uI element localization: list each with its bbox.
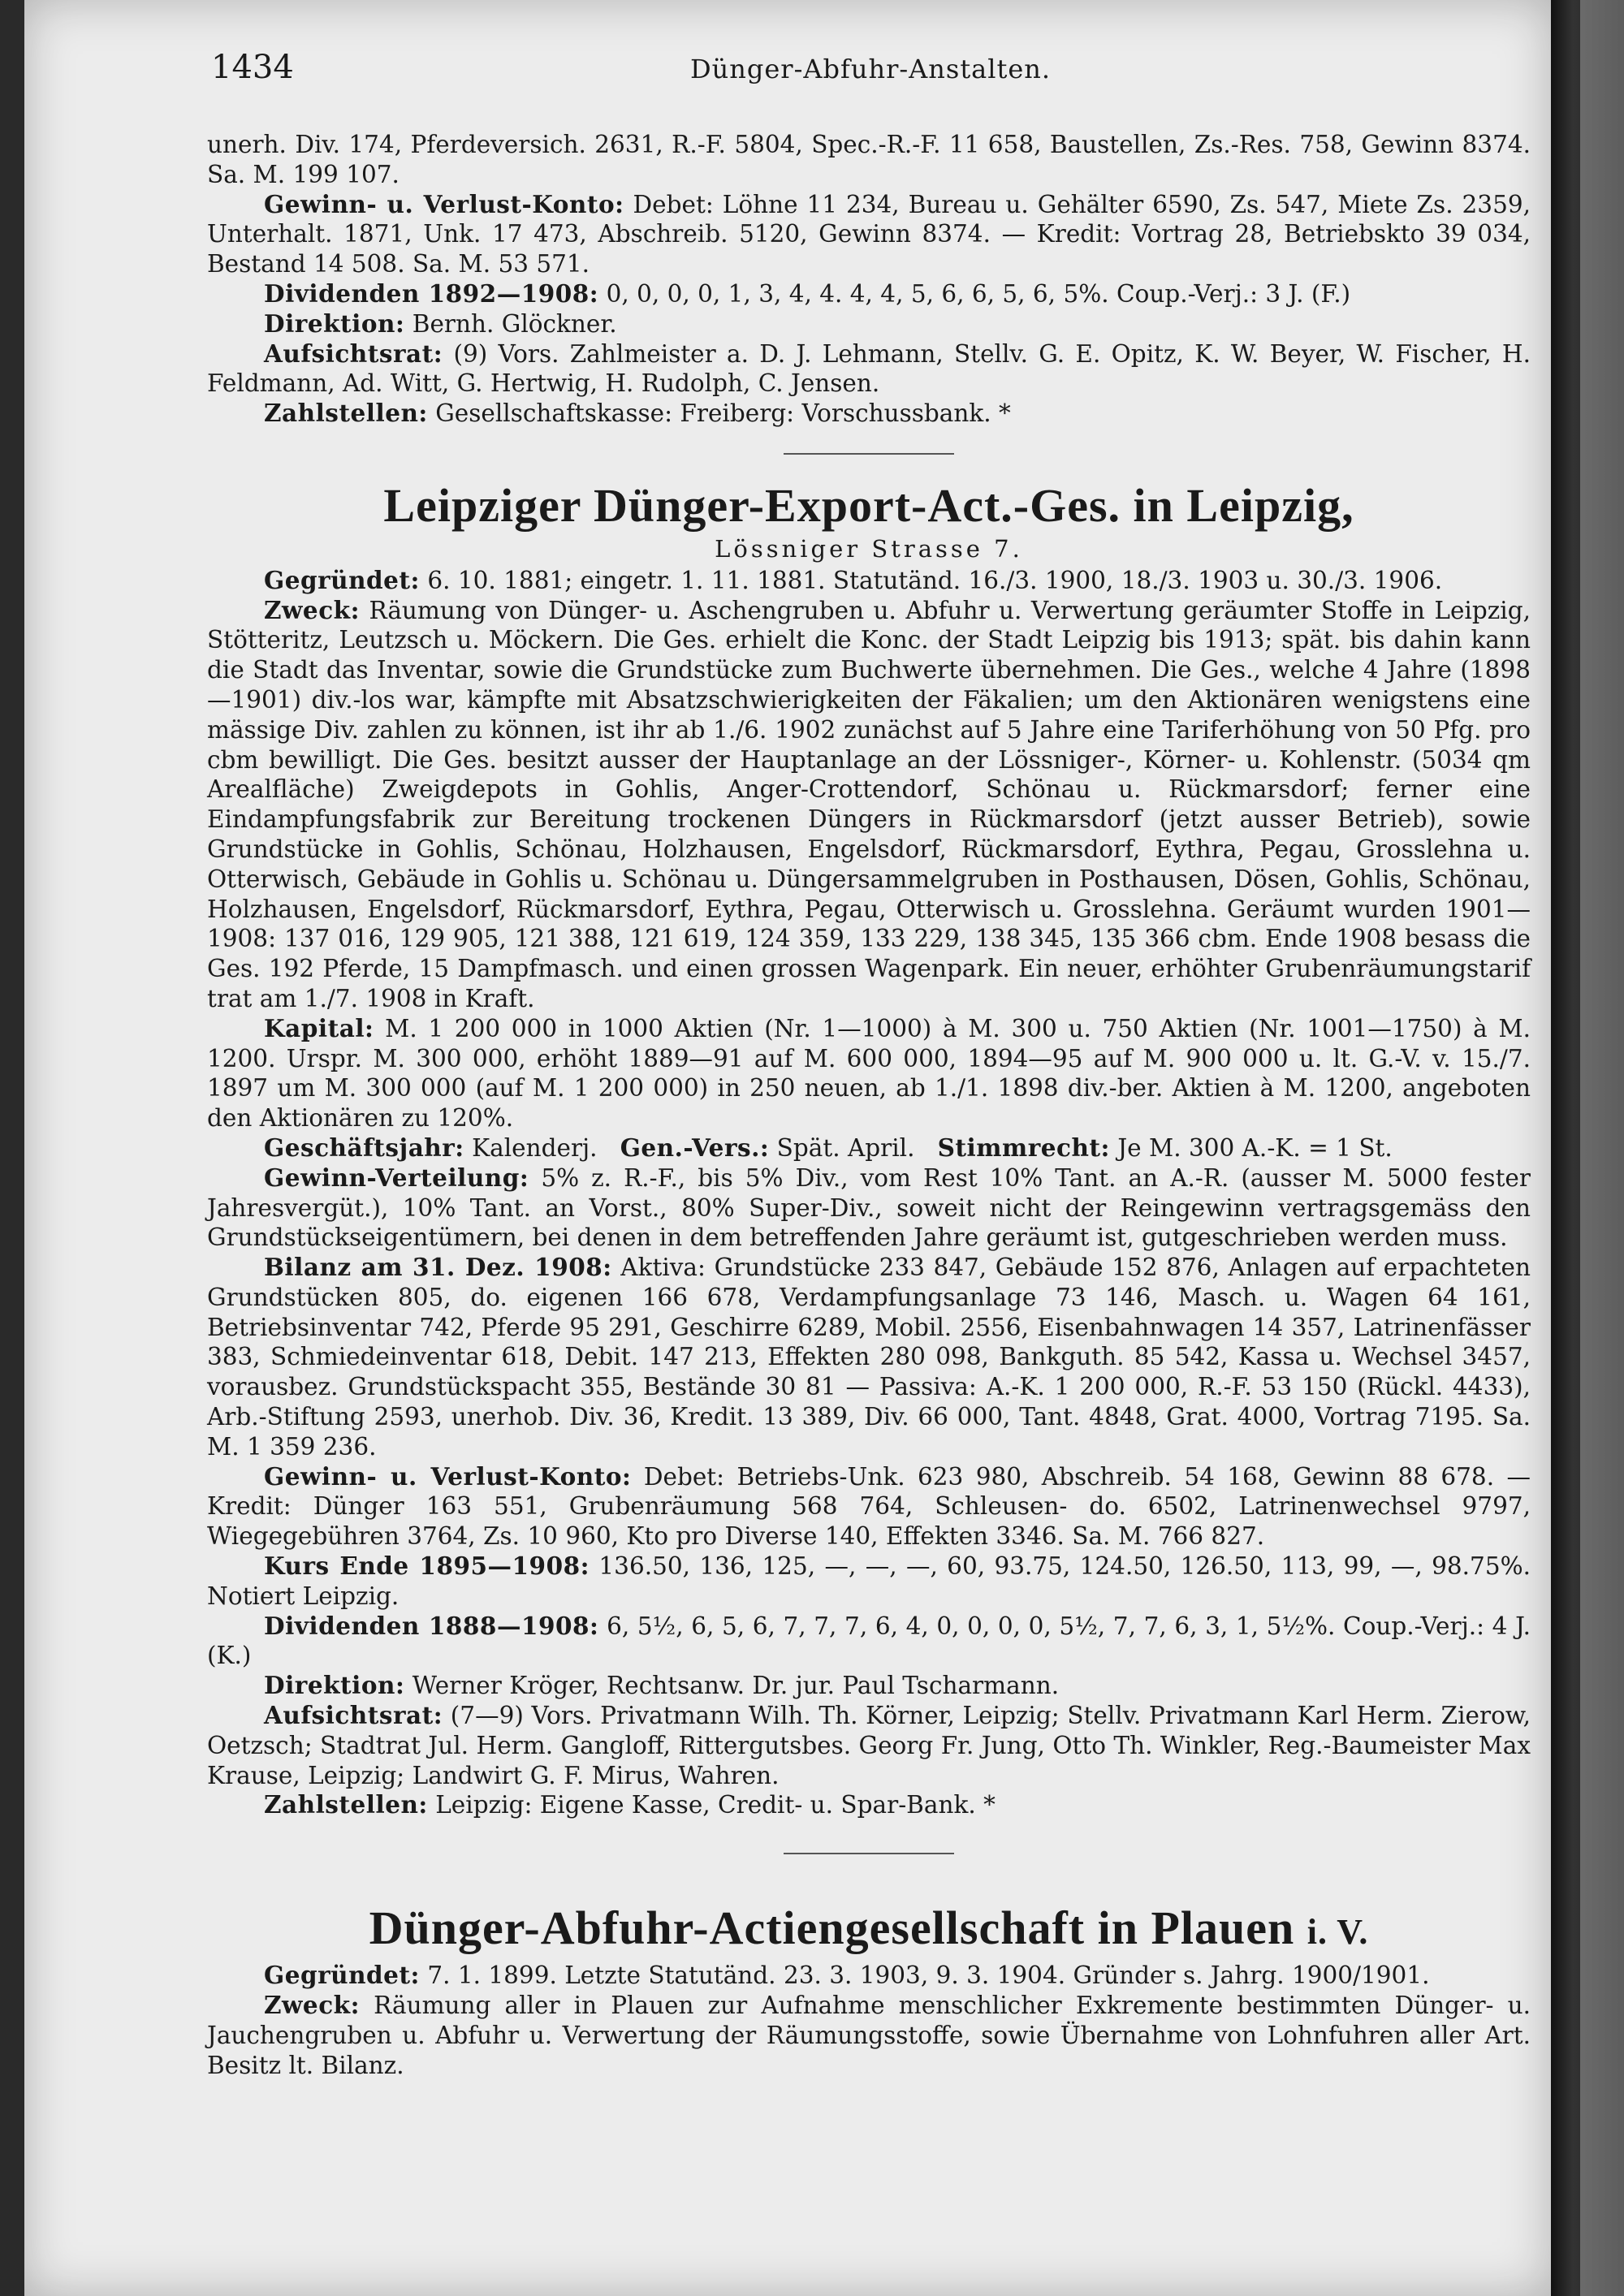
stimmrecht-text: Je M. 300 A.-K. = 1 St.: [1117, 1133, 1393, 1162]
gewinn-verteilung-label: Gewinn-Verteilung:: [264, 1163, 529, 1192]
direktion-label-2: Direktion:: [264, 1671, 405, 1700]
gen-vers-text: Spät. April.: [776, 1133, 915, 1162]
adjacent-page-strip: [1580, 0, 1624, 2296]
company-title-plauen: [207, 1900, 1531, 1961]
gv-konto-text: Debet: Löhne 11 234, Bureau u. Gehälter 6590, Zs. 547, Miete Zs. 2359, Unterhalt. 1871, Unk. 17 473, Abschreib. 5120, Gewinn 8374. — Kredit: Vortrag 28, Betriebskto 39 034, Bestand 14 508. Sa. M. 53 571.: [207, 190, 1531, 278]
dividends-text-2: 6, 5½, 6, 5, 6, 7, 7, 7, 6, 4, 0, 0, 0, 0, 5½, 7, 7, 6, 3, 1, 5½%. Coup.-Verj.: 4 J. (K.): [207, 1612, 1531, 1670]
company-title-leipzig: Leipziger Dünger-Export-Act.-Ges. in Leipzig,: [383, 478, 1354, 532]
aufsichtsrat-paragraph: [207, 339, 1531, 399]
zweck-text: Räumung von Dünger- u. Aschengruben u. Abfuhr u. Verwertung geräumter Stoffe in Leipzig, Stötteritz, Leutzsch u. Möckern. Die Ges. erhielt die Konc. der Stadt Leipzig bis 1913; spät. bis dahin kann die Stadt das Inventar, sowie die Grundstücke zum Buchwerte übernehmen. Die Ges., welche 4 Jahre (1898—1901) div.-los war, kämpfte mit Absatzschwierigkeiten der Fäkalien; um den Aktionären wenigstens eine mässige Div. zahlen zu können, ist ihr ab 1./6. 1902 zunächst auf 5 Jahre eine Tariferhöhung von 50 Pfg. pro cbm bewilligt. Die Ges. besitzt ausser der Hauptanlage an der Lössniger-, Körner- u. Kohlenstr. (5034 qm Arealfläche) Zweigdepots in Gohlis, Anger-Crottendorf, Schönau u. Rückmarsdorf; ferner eine Eindampfungsfabrik zur Bereitung trockenen Düngers in Rückmarsdorf (jetzt ausser Betrieb), sowie Grundstücke in Gohlis, Schönau, Holzhausen, Engelsdorf, Rückmarsdorf, Eythra, Pegau, Grosslehna u. Otterwisch, Gebäude in Gohlis u. Schönau u. Düngersammelgruben in Posthausen, Dösen, Gohlis, Schönau, Holzhausen, Engelsdorf, Rückmarsdorf, Eythra, Pegau, Otterwisch u. Grosslehna. Geräumt wurden 1901—1908: 137 016, 129 905, 121 388, 121 619, 124 359, 133 229, 138 345, 135 366 cbm. Ende 1908 besass die Ges. 192 Pferde, 15 Dampfmasch. und einen grossen Wagenpark. Ein neuer, erhöhter Grubenräumungstarif trat am 1./7. 1908 in Kraft.: [207, 596, 1531, 1012]
kurs-label: Kurs Ende 1895—1908:: [264, 1552, 590, 1581]
page-number: 1434: [211, 49, 294, 86]
gegruendet-text: 6. 10. 1881; eingetr. 1. 11. 1881. Statutänd. 16./3. 1900, 18./3. 1903 u. 30./3. 1906.: [427, 566, 1443, 594]
zweck-label-3: Zweck:: [264, 1991, 360, 2020]
kurs-paragraph: [207, 1552, 1531, 1612]
direktion-text-2: Werner Kröger, Rechtsanw. Dr. jur. Paul Tscharmann.: [412, 1672, 1060, 1700]
zweck-text-3: Räumung aller in Plauen zur Aufnahme menschlicher Exkremente bestimmten Dünger- u. Jauchengruben u. Abfuhr u. Verwertung der Räumungsstoffe, sowie Übernahme von Lohnfuhren aller Art. Besitz lt. Bilanz.: [207, 1992, 1531, 2079]
direktion-label: Direktion:: [264, 309, 405, 338]
running-head: Dünger-Abfuhr-Anstalten.: [690, 54, 1052, 84]
company-title-plauen-main: Dünger-Abfuhr-Actiengesellschaft in Plauen: [369, 1901, 1295, 1955]
zahlstellen-paragraph-2: [207, 1790, 1531, 1820]
dividends-label: Dividenden 1892—1908:: [264, 278, 599, 308]
gegruendet-text-3: 7. 1. 1899. Letzte Statutänd. 23. 3. 1903, 9. 3. 1904. Gründer s. Jahrg. 1900/1901.: [427, 1962, 1430, 1990]
company-address: Lössniger Strasse 7.: [715, 534, 1023, 563]
dividends-text: 0, 0, 0, 0, 1, 3, 4, 4. 4, 4, 5, 6, 6, 5, 6, 5%. Coup.-Verj.: 3 J. (F.): [606, 279, 1351, 308]
gv-konto-label: Gewinn- u. Verlust-Konto:: [264, 189, 624, 218]
direktion-text: Bernh. Glöckner.: [412, 309, 617, 338]
geschaeftsjahr-paragraph: [207, 1133, 1531, 1163]
page-content: [207, 130, 1531, 2080]
bilanz-text: Aktiva: Grundstücke 233 847, Gebäude 152 876, Anlagen auf erpachteten Grundstücken 805, do. eigenen 166 678, Verdampfungsanlage 73 146, Masch. u. Wagen 64 161, Betriebsinventar 742, Pferde 95 291, Geschirre 6289, Mobil. 2556, Eisenbahnwagen 14 357, Latrinenfässer 383, Schmiedeinventar 618, Debit. 147 213, Effekten 280 098, Bankguth. 85 542, Kassa u. Wechsel 3457, vorausbez. Grundstückspacht 355, Bestände 30 81 — Passiva: A.-K. 1 200 000, R.-F. 53 150 (Rückl. 4433), Arb.-Stiftung 2593, unerhob. Div. 36, Kredit. 13 389, Div. 66 000, Tant. 4848, Grat. 4000, Vortrag 7195. Sa. M. 1 359 236.: [207, 1254, 1531, 1461]
gv-konto-paragraph-2: [207, 1462, 1531, 1552]
geschaeftsjahr-text: Kalenderj.: [472, 1133, 598, 1162]
gegruendet-paragraph: [207, 566, 1531, 596]
direktion-paragraph: [207, 309, 1531, 339]
continuation-text: unerh. Div. 174, Pferdeversich. 2631, R.-F. 5804, Spec.-R.-F. 11 658, Baustellen, Zs.-Res. 758, Gewinn 8374. Sa. M. 199 107.: [207, 131, 1531, 188]
geschaeftsjahr-label: Geschäftsjahr:: [264, 1133, 464, 1162]
zahlstellen-label-2: Zahlstellen:: [264, 1790, 428, 1819]
gv-konto-text-2: Debet: Betriebs-Unk. 623 980, Abschreib. 54 168, Gewinn 88 678. — Kredit: Dünger 163 551, Grubenräumung 568 764, Schleusen- do. 6502, Latrinenwechsel 9797, Wiegegebühren 3764, Zs. 10 960, Kto pro Diverse 140, Effekten 3346. Sa. M. 766 827.: [207, 1462, 1531, 1551]
gegruendet-paragraph-3: [207, 1961, 1531, 1991]
bilanz-paragraph: [207, 1253, 1531, 1462]
aufsichtsrat-label-2: Aufsichtsrat:: [264, 1701, 443, 1730]
zahlstellen-paragraph: [207, 399, 1531, 429]
gv-konto-label-2: Gewinn- u. Verlust-Konto:: [264, 1461, 632, 1491]
kapital-paragraph: [207, 1014, 1531, 1133]
page-header: [187, 49, 1535, 97]
aufsichtsrat-paragraph-2: [207, 1701, 1531, 1790]
zahlstellen-text-2: Leipzig: Eigene Kasse, Credit- u. Spar-Bank. *: [435, 1791, 996, 1819]
aufsichtsrat-text-2: (7—9) Vors. Privatmann Wilh. Th. Körner, Leipzig; Stellv. Privatmann Karl Herm. Zierow, Oetzsch; Stadtrat Jul. Herm. Gangloff, Rittergutsbes. Georg Fr. Jung, Otto Th. Winkler, Reg.-Baumeister Max Krause, Leipzig; Landwirt G. F. Mirus, Wahren.: [207, 1702, 1531, 1789]
dividends-label-2: Dividenden 1888—1908:: [264, 1611, 599, 1640]
section-divider: [784, 453, 954, 455]
zweck-label: Zweck:: [264, 595, 360, 624]
gen-vers-label: Gen.-Vers.:: [620, 1133, 770, 1162]
kurs-text: 136.50, 136, 125, —, —, —, 60, 93.75, 124.50, 126.50, 113, 99, —, 98.75%. Notiert Leipzig.: [207, 1552, 1531, 1610]
zahlstellen-text: Gesellschaftskasse: Freiberg: Vorschussbank. *: [435, 399, 1011, 428]
stimmrecht-label: Stimmrecht:: [937, 1133, 1110, 1162]
aufsichtsrat-text: (9) Vors. Zahlmeister a. D. J. Lehmann, Stellv. G. E. Opitz, K. W. Beyer, W. Fischer, H. Feldmann, Ad. Witt, G. Hertwig, H. Rudolph, C. Jensen.: [207, 339, 1531, 398]
direktion-paragraph-2: [207, 1671, 1531, 1701]
dividends-paragraph-2: [207, 1612, 1531, 1672]
gv-konto-paragraph: [207, 190, 1531, 279]
gewinn-verteilung-text: 5% z. R.-F., bis 5% Div., vom Rest 10% Tant. an A.-R. (ausser M. 5000 fester Jahresvergüt.), 10% Tant. an Vorst., 80% Super-Div., soweit nicht der Reingewinn vertragsgemäss den Grundstückseigentümern, bei denen in dem betreffenden Jahre geräumt ist, gutgeschrieben werden muss.: [207, 1163, 1531, 1252]
kapital-label: Kapital:: [264, 1013, 374, 1042]
company-title-plauen-suffix: i. V.: [1307, 1912, 1369, 1953]
aufsichtsrat-label: Aufsichtsrat:: [264, 339, 443, 368]
dividends-paragraph: [207, 279, 1531, 309]
kapital-text: M. 1 200 000 in 1000 Aktien (Nr. 1—1000) à M. 300 u. 750 Aktien (Nr. 1001—1750) à M. 1200. Urspr. M. 300 000, erhöht 1889—91 auf M. 600 000, 1894—95 auf M. 900 000 u. lt. G.-V. v. 15./7. 1897 um M. 300 000 (auf M. 1 200 000) in 250 neuen, ab 1./1. 1898 div.-ber. Aktien à M. 1200, angeboten den Aktionären zu 120%.: [207, 1014, 1531, 1133]
zweck-paragraph: [207, 596, 1531, 1014]
gegruendet-label-3: Gegründet:: [264, 1961, 420, 1990]
gegruendet-label: Gegründet:: [264, 565, 420, 594]
gewinn-verteilung-paragraph: [207, 1163, 1531, 1253]
zahlstellen-label: Zahlstellen:: [264, 399, 428, 428]
zweck-paragraph-3: [207, 1991, 1531, 2080]
bilanz-label: Bilanz am 31. Dez. 1908:: [264, 1253, 612, 1282]
section-divider-2: [784, 1853, 954, 1854]
